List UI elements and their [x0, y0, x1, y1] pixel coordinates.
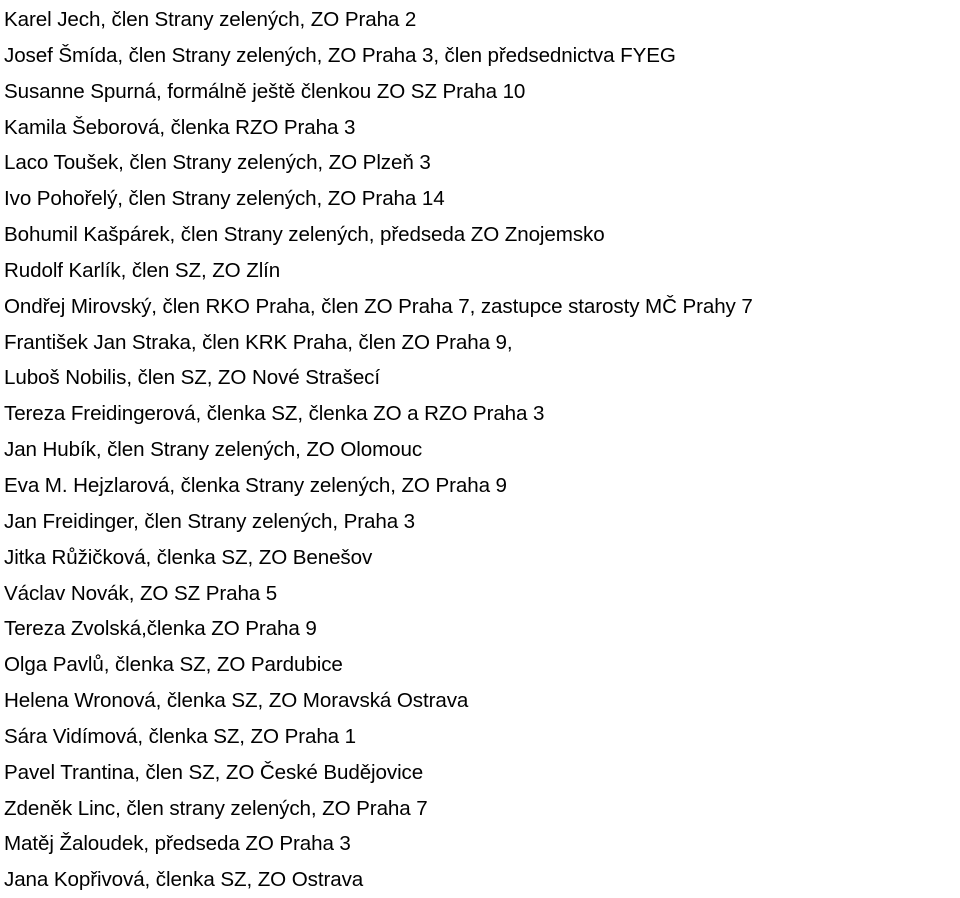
signatory-line: Eva M. Hejzlarová, členka Strany zelených, ZO Praha 9 [4, 473, 507, 497]
signatory-line: Zdeněk Linc, člen strany zelených, ZO Praha 7 [4, 796, 428, 820]
signatory-line: Josef Šmída, člen Strany zelených, ZO Praha 3, člen předsednictva FYEG [4, 43, 676, 67]
signatory-line: Jan Hubík, člen Strany zelených, ZO Olomouc [4, 438, 423, 462]
signatory-line: Václav Novák, ZO SZ Praha 5 [4, 581, 278, 605]
signatory-line: František Jan Straka, člen KRK Praha, člen ZO Praha 9, [4, 330, 513, 354]
signatory-line: Sára Vidímová, členka SZ, ZO Praha 1 [4, 724, 356, 748]
signatory-line: Susanne Spurná, formálně ještě členkou ZO SZ Praha 10 [4, 79, 526, 103]
signatory-line: Tereza Zvolská,členka ZO Praha 9 [4, 617, 317, 641]
signatory-line: Jan Freidinger, člen Strany zelených, Praha 3 [4, 509, 416, 533]
signatory-line: Jana Kopřivová, členka SZ, ZO Ostrava [4, 868, 364, 892]
signatory-line: Kamila Šeborová, členka RZO Praha 3 [4, 115, 356, 139]
signatory-line: Ivo Pohořelý, člen Strany zelených, ZO Praha 14 [4, 187, 445, 211]
signatory-line: Olga Pavlů, členka SZ, ZO Pardubice [4, 653, 343, 677]
signatory-line: Matěj Žaloudek, předseda ZO Praha 3 [4, 832, 351, 856]
signatory-line: Luboš Nobilis, člen SZ, ZO Nové Strašecí [4, 366, 380, 390]
signatory-line: Bohumil Kašpárek, člen Strany zelených, předseda ZO Znojemsko [4, 223, 605, 247]
signatory-line: Ondřej Mirovský, člen RKO Praha, člen ZO Praha 7, zastupce starosty MČ Prahy 7 [4, 294, 753, 318]
signatory-line: Rudolf Karlík, člen SZ, ZO Zlín [4, 258, 281, 282]
signatory-line: Tereza Freidingerová, členka SZ, členka ZO a RZO Praha 3 [4, 402, 545, 426]
signatory-line: Laco Toušek, člen Strany zelených, ZO Plzeň 3 [4, 151, 431, 175]
signatory-line: Helena Wronová, členka SZ, ZO Moravská Ostrava [4, 689, 469, 713]
signatory-line: Jitka Růžičková, členka SZ, ZO Benešov [4, 545, 373, 569]
signatory-line: Pavel Trantina, člen SZ, ZO České Budějovice [4, 760, 424, 784]
signatory-list [4, 2, 958, 898]
signatory-line: Karel Jech, člen Strany zelených, ZO Praha 2 [4, 8, 417, 31]
